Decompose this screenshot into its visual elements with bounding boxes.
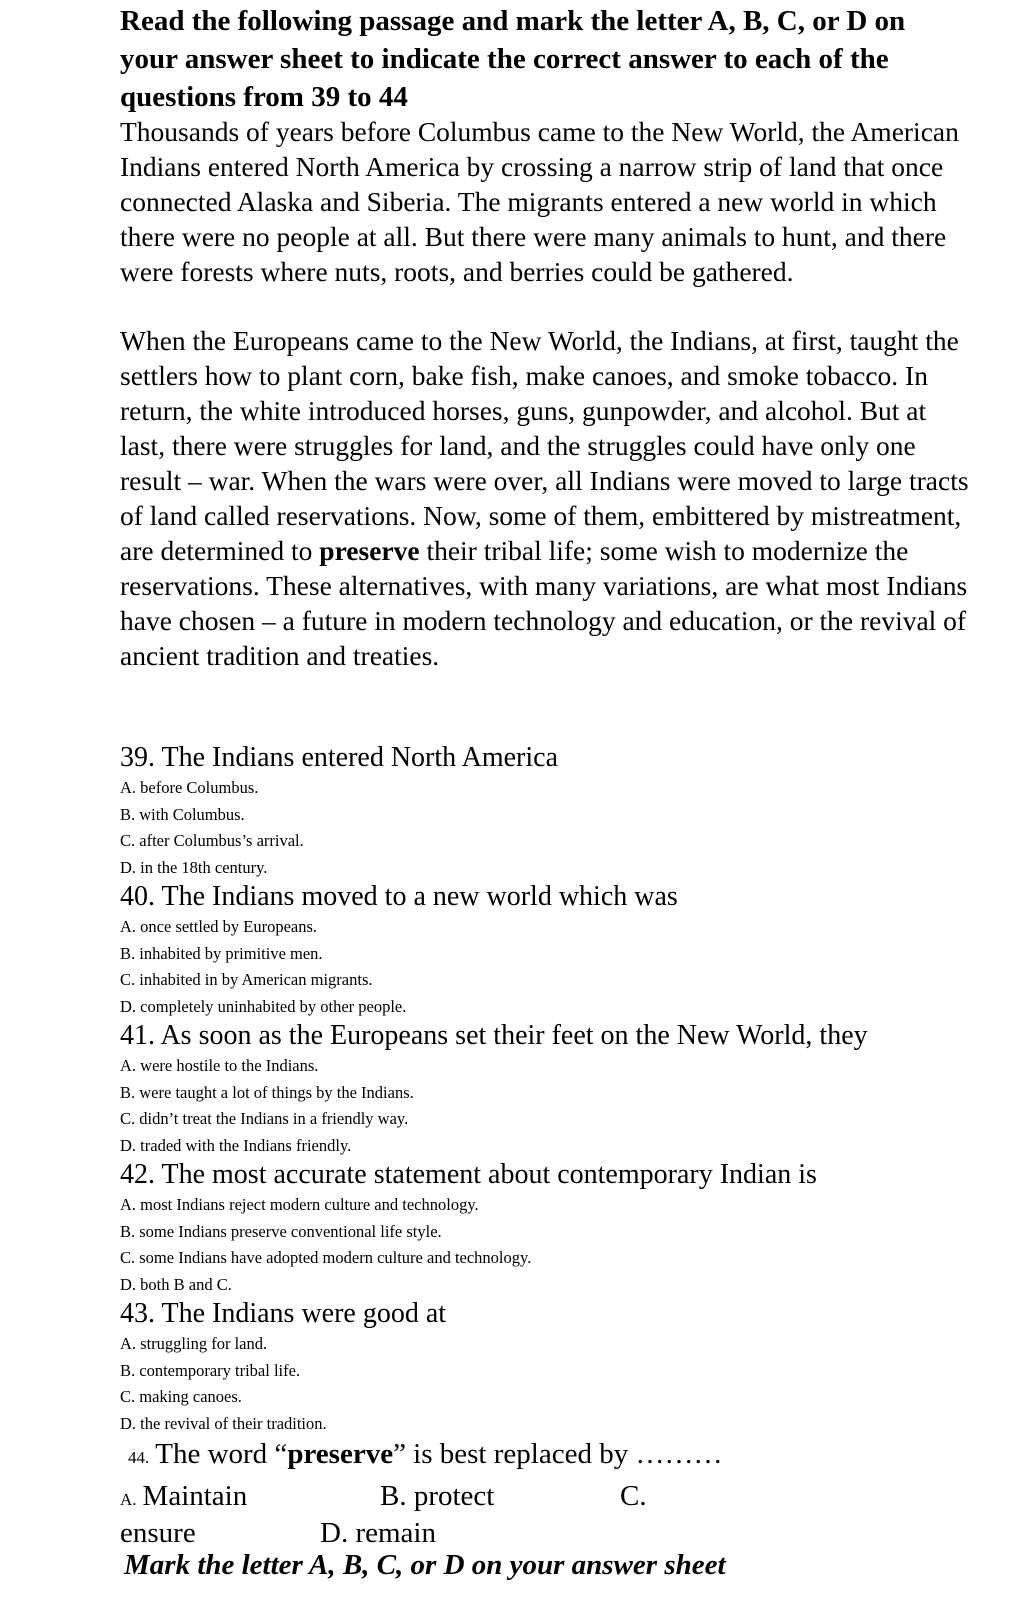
option-c: C. after Columbus’s arrival. — [120, 831, 304, 850]
question-stem: 39. The Indians entered North America — [120, 742, 559, 773]
question-41 — [120, 1019, 1000, 1159]
option-a: A. struggling for land. — [120, 1334, 268, 1353]
option-d: D. the revival of their tradition. — [120, 1413, 327, 1433]
option-a-text: Maintain — [142, 1480, 248, 1512]
option-c: C. making canoes. — [120, 1387, 242, 1406]
question-stem: 41. As soon as the Europeans set their feet on the New World, they — [120, 1020, 868, 1051]
question-stem: 42. The most accurate statement about contemporary Indian is — [120, 1159, 817, 1190]
question-44 — [120, 1436, 1000, 1552]
option-a: A. were hostile to the Indians. — [120, 1056, 319, 1075]
option-d: D. completely uninhabited by other people. — [120, 996, 407, 1016]
option-b: B. some Indians preserve conventional life style. — [120, 1221, 442, 1241]
stem-keyword: preserve — [287, 1438, 394, 1470]
keyword-preserve: preserve — [319, 535, 420, 566]
question-stem — [120, 1436, 1000, 1476]
stem-before: The word “ — [155, 1438, 288, 1470]
option-d: D. in the 18th century. — [120, 857, 268, 877]
option-a: A. most Indians reject modern culture and technology. — [120, 1195, 479, 1214]
question-number: 44. — [128, 1448, 150, 1467]
option-d: D. both B and C. — [120, 1274, 232, 1294]
option-b: B. protect — [380, 1480, 495, 1512]
option-c-text: ensure — [120, 1517, 196, 1549]
question-stem: 40. The Indians moved to a new world which was — [120, 881, 678, 912]
question-stem: 43. The Indians were good at — [120, 1298, 447, 1329]
passage-paragraph-1: Thousands of years before Columbus came to the New World, the American Indians entered North America by crossing a narrow strip of land that once connected Alaska and Siberia. The migrants entered a new world in which there were no people at all. But there were many animals to hunt, and there were forests where nuts, roots, and berries could be gathered. — [120, 116, 959, 287]
question-39 — [120, 741, 1000, 881]
passage-paragraph-2-before: When the Europeans came to the New World, the Indians, at first, taught the settlers how to plant corn, bake fish, make canoes, and smoke tobacco. In return, the white introduced horses, guns, gunpowder, and alcohol. But at last, there were struggles for land, and the struggles could have only one result – war. When the wars were over, all Indians were moved to large tracts of land called reservations. Now, some of them, embittered by mistreatment, are determined to — [120, 325, 969, 566]
instruction-heading: Read the following passage and mark the letter A, B, C, or D on your answer sheet to indicate the correct answer to each of the questions from 39 to 44 — [120, 5, 906, 113]
option-a-letter: A. — [120, 1490, 137, 1509]
passage-paragraph-2 — [120, 323, 970, 673]
option-d: D. traded with the Indians friendly. — [120, 1135, 352, 1155]
option-a: A. before Columbus. — [120, 778, 259, 797]
option-c: C. didn’t treat the Indians in a friendly way. — [120, 1109, 409, 1128]
passage-paragraph-2-after: their tribal life; some wish to modernize the reservations. These alternatives, with many variations, are what most Indians have chosen – a future in modern technology and education, or the revival of ancient tradition and treaties. — [120, 535, 968, 671]
option-b: B. were taught a lot of things by the Indians. — [120, 1082, 414, 1102]
question-42 — [120, 1158, 1000, 1298]
next-section-instruction: Mark the letter A, B, C, or D on your answer sheet — [124, 1549, 726, 1581]
option-c: C. inhabited in by American migrants. — [120, 970, 373, 989]
option-b: B. inhabited by primitive men. — [120, 943, 323, 963]
option-a — [120, 1478, 247, 1518]
question-43 — [120, 1297, 1000, 1437]
option-b: B. with Columbus. — [120, 804, 245, 824]
stem-after: ” is best replaced by ……… — [393, 1438, 723, 1470]
option-a: A. once settled by Europeans. — [120, 917, 318, 936]
option-c: C. some Indians have adopted modern culture and technology. — [120, 1248, 532, 1267]
option-b: B. contemporary tribal life. — [120, 1360, 301, 1380]
option-d: D. remain — [320, 1517, 436, 1549]
question-40 — [120, 880, 1000, 1020]
option-c-letter: C. — [620, 1480, 647, 1512]
q44-options — [120, 1478, 1000, 1552]
